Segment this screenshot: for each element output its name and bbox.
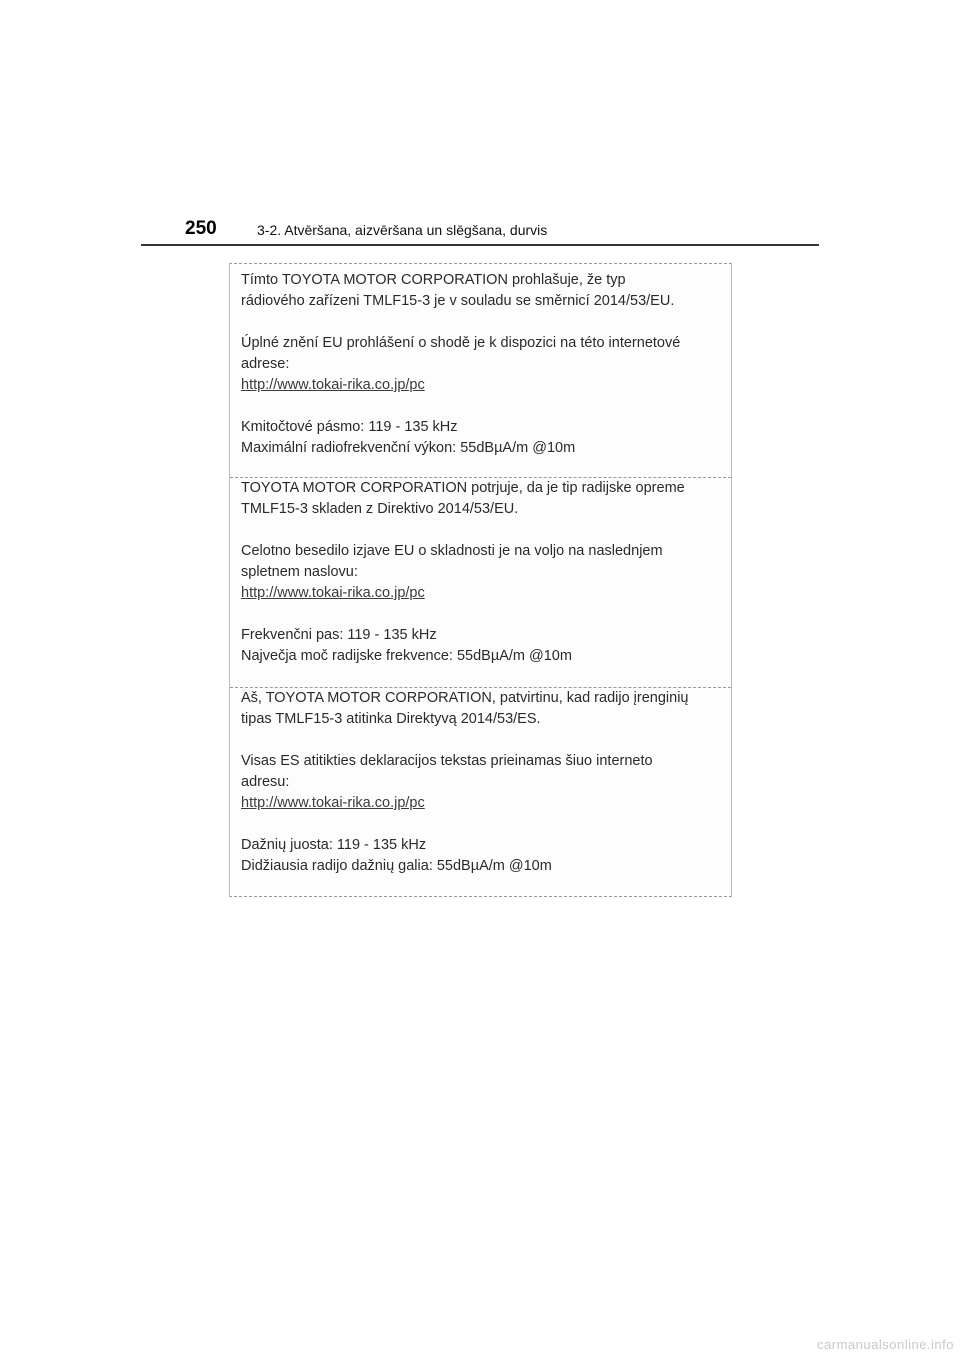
section-title: 3-2. Atvēršana, aizvēršana un slēgšana, durvis bbox=[257, 222, 548, 238]
spec-frequency: Frekvenčni pas: 119 - 135 kHz bbox=[241, 627, 437, 643]
declaration-link[interactable]: http://www.tokai-rika.co.jp/pc bbox=[241, 377, 425, 393]
text-line: adresu: bbox=[241, 774, 290, 790]
spec-power: Didžiausia radijo dažnių galia: 55dBµA/m @10m bbox=[241, 858, 552, 874]
spec-power: Največja moč radijske frekvence: 55dBµA/m @10m bbox=[241, 648, 572, 664]
spacer bbox=[241, 604, 731, 625]
text-line: Visas ES atitikties deklaracijos tekstas prieinamas šiuo interneto bbox=[241, 753, 653, 769]
text-line: Úplné znění EU prohlášení o shodě je k dispozici na této internetové bbox=[241, 335, 681, 351]
page-number: 250 bbox=[185, 218, 217, 239]
spacer bbox=[241, 396, 731, 417]
declaration-slovenian bbox=[230, 477, 731, 685]
spacer bbox=[241, 730, 731, 751]
spec-frequency: Kmitočtové pásmo: 119 - 135 kHz bbox=[241, 419, 458, 435]
text-line: TOYOTA MOTOR CORPORATION potrjuje, da je tip radijske opreme bbox=[241, 480, 685, 496]
page-header bbox=[141, 214, 819, 246]
text-line: Aš, TOYOTA MOTOR CORPORATION, patvirtinu, kad radijo įrenginių bbox=[241, 690, 689, 706]
declaration-link[interactable]: http://www.tokai-rika.co.jp/pc bbox=[241, 585, 425, 601]
text-line: Celotno besedilo izjave EU o skladnosti je na voljo na naslednjem bbox=[241, 543, 663, 559]
declaration-scan bbox=[229, 263, 732, 897]
text-line: tipas TMLF15-3 atitinka Direktyvą 2014/53/ES. bbox=[241, 711, 541, 727]
header-rule bbox=[141, 244, 819, 246]
spacer bbox=[241, 520, 731, 541]
spec-frequency: Dažnių juosta: 119 - 135 kHz bbox=[241, 837, 427, 853]
spacer bbox=[241, 312, 731, 333]
text-line: spletnem naslovu: bbox=[241, 564, 358, 580]
declaration-czech bbox=[230, 270, 731, 475]
text-line: TMLF15-3 skladen z Direktivo 2014/53/EU. bbox=[241, 501, 519, 517]
declaration-link[interactable]: http://www.tokai-rika.co.jp/pc bbox=[241, 795, 425, 811]
text-line: rádiového zařízeni TMLF15-3 je v souladu se směrnicí 2014/53/EU. bbox=[241, 293, 675, 309]
spacer bbox=[241, 814, 731, 835]
text-line: Tímto TOYOTA MOTOR CORPORATION prohlašuje, že typ bbox=[241, 272, 626, 288]
text-line: adrese: bbox=[241, 356, 290, 372]
declaration-lithuanian bbox=[230, 687, 731, 896]
spec-power: Maximální radiofrekvenční výkon: 55dBµA/m @10m bbox=[241, 440, 576, 456]
watermark: carmanualsonline.info bbox=[817, 1337, 954, 1352]
